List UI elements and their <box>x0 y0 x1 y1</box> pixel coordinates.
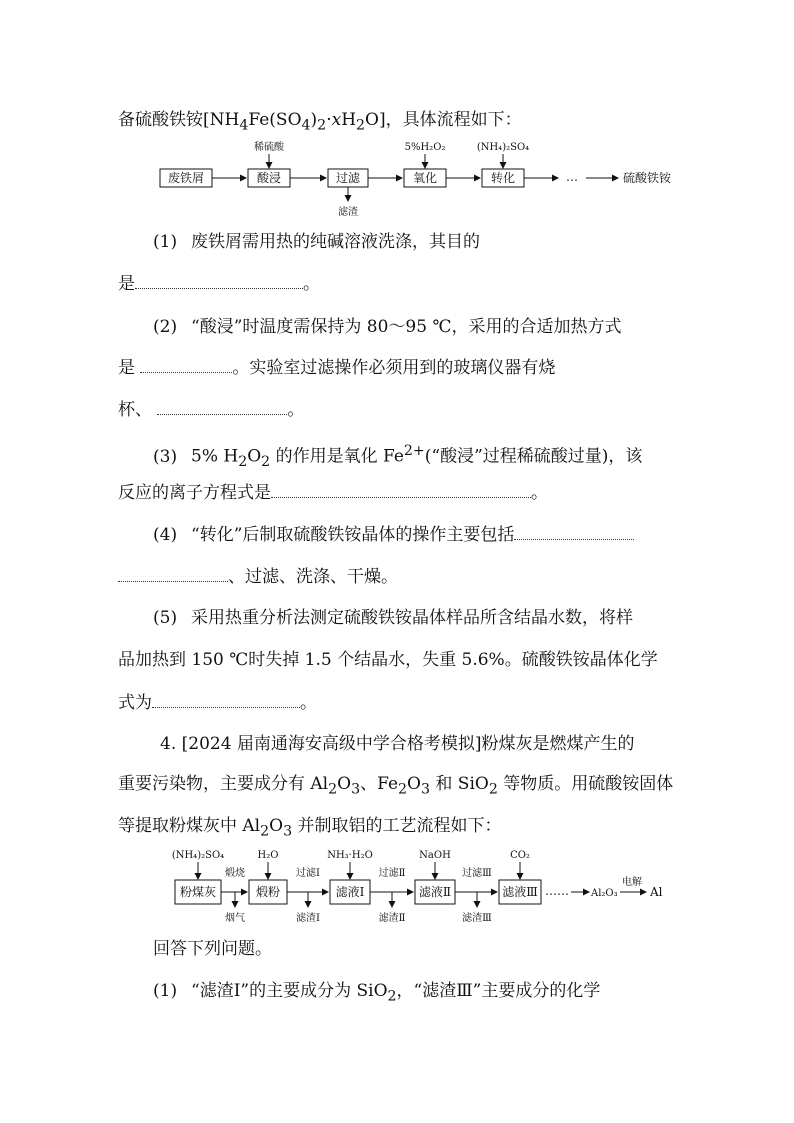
flow2-box-1-label: 粉煤灰 <box>179 885 217 899</box>
flow2-reagent-2: H₂O <box>257 850 279 861</box>
flow2-step-3: 过滤Ⅱ <box>378 868 406 879</box>
question-4: (4) “转化”后制取硫酸铁铵晶体的操作主要包括 <box>153 523 634 546</box>
flow2-al2o3: Al₂O₃ <box>591 888 618 899</box>
flow2-below-4: 滤渣Ⅲ <box>462 913 492 924</box>
flow1-box-filter-label: 过滤 <box>335 171 361 185</box>
flow1-reagent-salt: (NH₄)₂SO₄ <box>476 142 530 153</box>
flow2-box-4-label: 滤液Ⅱ <box>418 885 452 899</box>
question-5-line-2: 品加热到 150 ℃时失掉 1.5 个结晶水，失重 5.6%。硫酸铁铵晶体化学 <box>118 650 658 670</box>
flow2-al: Al <box>650 885 663 899</box>
flow2-box-3-label: 滤液Ⅰ <box>335 885 365 899</box>
answer-blank-4a[interactable] <box>514 523 634 540</box>
answer-blank-5[interactable] <box>152 691 300 708</box>
problem-4-question-1: (1) “滤渣Ⅰ”的主要成分为 SiO$_2$，“滤渣Ⅲ”主要成分的化学 <box>153 981 601 1005</box>
flow1-box-scrap-label: 废铁屑 <box>167 171 205 185</box>
flow2-reagent-4: NaOH <box>419 850 451 861</box>
flow1-box-oxidize-label: 氧化 <box>412 171 438 185</box>
problem-4-title: 4. [2024 届南通海安高级中学合格考模拟]粉煤灰是燃煤产生的 <box>160 734 635 754</box>
flow2-reagent-5: CO₂ <box>510 850 530 861</box>
problem-4-line-2: 重要污染物，主要成分有 $Al_2O_3$、$Fe_2O_3$ 和 SiO$_2$ 等物质。用硫酸铵固体 <box>118 774 674 798</box>
flow1-box-acid-leach-label: 酸浸 <box>256 171 282 185</box>
flow2-box-5-label: 滤液Ⅲ <box>502 885 538 899</box>
answer-blank-3[interactable] <box>271 481 531 498</box>
question-1: (1) 废铁屑需用热的纯碱溶液洗涤，其目的 <box>153 232 480 252</box>
flow-diagram-2 <box>165 845 705 927</box>
flow2-electrolysis: 电解 <box>622 877 642 888</box>
flow2-below-3: 滤渣Ⅱ <box>378 913 406 924</box>
flow1-ellipsis: … <box>566 170 578 184</box>
question-3: (3) 5% $H_2O_2$ 的作用是氧化 $Fe^{2+}(“$酸浸”过程稀硫酸过量)，该 <box>153 443 643 471</box>
answer-blank-2b[interactable] <box>157 398 287 415</box>
flow2-ellipsis: …… <box>545 884 569 898</box>
answer-blank-1[interactable] <box>135 272 303 289</box>
question-4-line-2: 、过滤、洗涤、干燥。 <box>118 565 398 588</box>
flow2-box-2-label: 煅粉 <box>255 885 281 899</box>
flow-diagram-1 <box>150 138 710 222</box>
flow2-reagent-3: NH₃·H₂O <box>327 850 373 861</box>
flow1-reagent-acid: 稀硫酸 <box>254 142 284 153</box>
flow1-box-convert-label: 转化 <box>490 171 516 185</box>
question-1-answer-line: 是 。 <box>118 274 320 294</box>
flow2-step-4: 过滤Ⅲ <box>462 868 492 879</box>
flow2-step-2: 过滤Ⅰ <box>296 868 320 879</box>
flow1-residue: 滤渣 <box>338 207 358 218</box>
question-2: (2) “酸浸”时温度需保持为 80～95 ℃，采用的合适加热方式 <box>153 317 622 337</box>
flow1-product: 硫酸铁铵 <box>623 171 672 185</box>
flow1-reagent-h2o2: 5%H₂O₂ <box>404 142 446 153</box>
problem-4-line-3: 等提取粉煤灰中 $Al_2O_3$ 并制取铝的工艺流程如下： <box>118 816 502 840</box>
answer-prompt: 回答下列问题。 <box>153 939 272 959</box>
flow2-below-1: 烟气 <box>225 913 245 924</box>
question-3-line-2: 反应的离子方程式是 。 <box>118 483 548 503</box>
answer-blank-2a[interactable] <box>140 356 232 373</box>
question-5: (5) 采用热重分析法测定硫酸铁铵晶体样品所含结晶水数，将样 <box>153 608 633 628</box>
answer-blank-4b[interactable] <box>118 565 228 582</box>
question-2-line-3: 杯、 。 <box>118 400 305 420</box>
question-5-line-3: 式为 。 <box>118 693 317 713</box>
question-2-line-2: 是 。实验室过滤操作必须用到的玻璃仪器有烧 <box>118 358 556 378</box>
flow2-reagent-1: (NH₄)₂SO₄ <box>171 850 225 861</box>
flow2-step-1: 煅烧 <box>225 868 245 879</box>
intro-text: 备硫酸铁铵$[NH_4Fe(SO_4)_2\cdot xH_2O]$，具体流程如下： <box>118 110 522 134</box>
flow2-below-2: 滤渣Ⅰ <box>296 913 320 924</box>
